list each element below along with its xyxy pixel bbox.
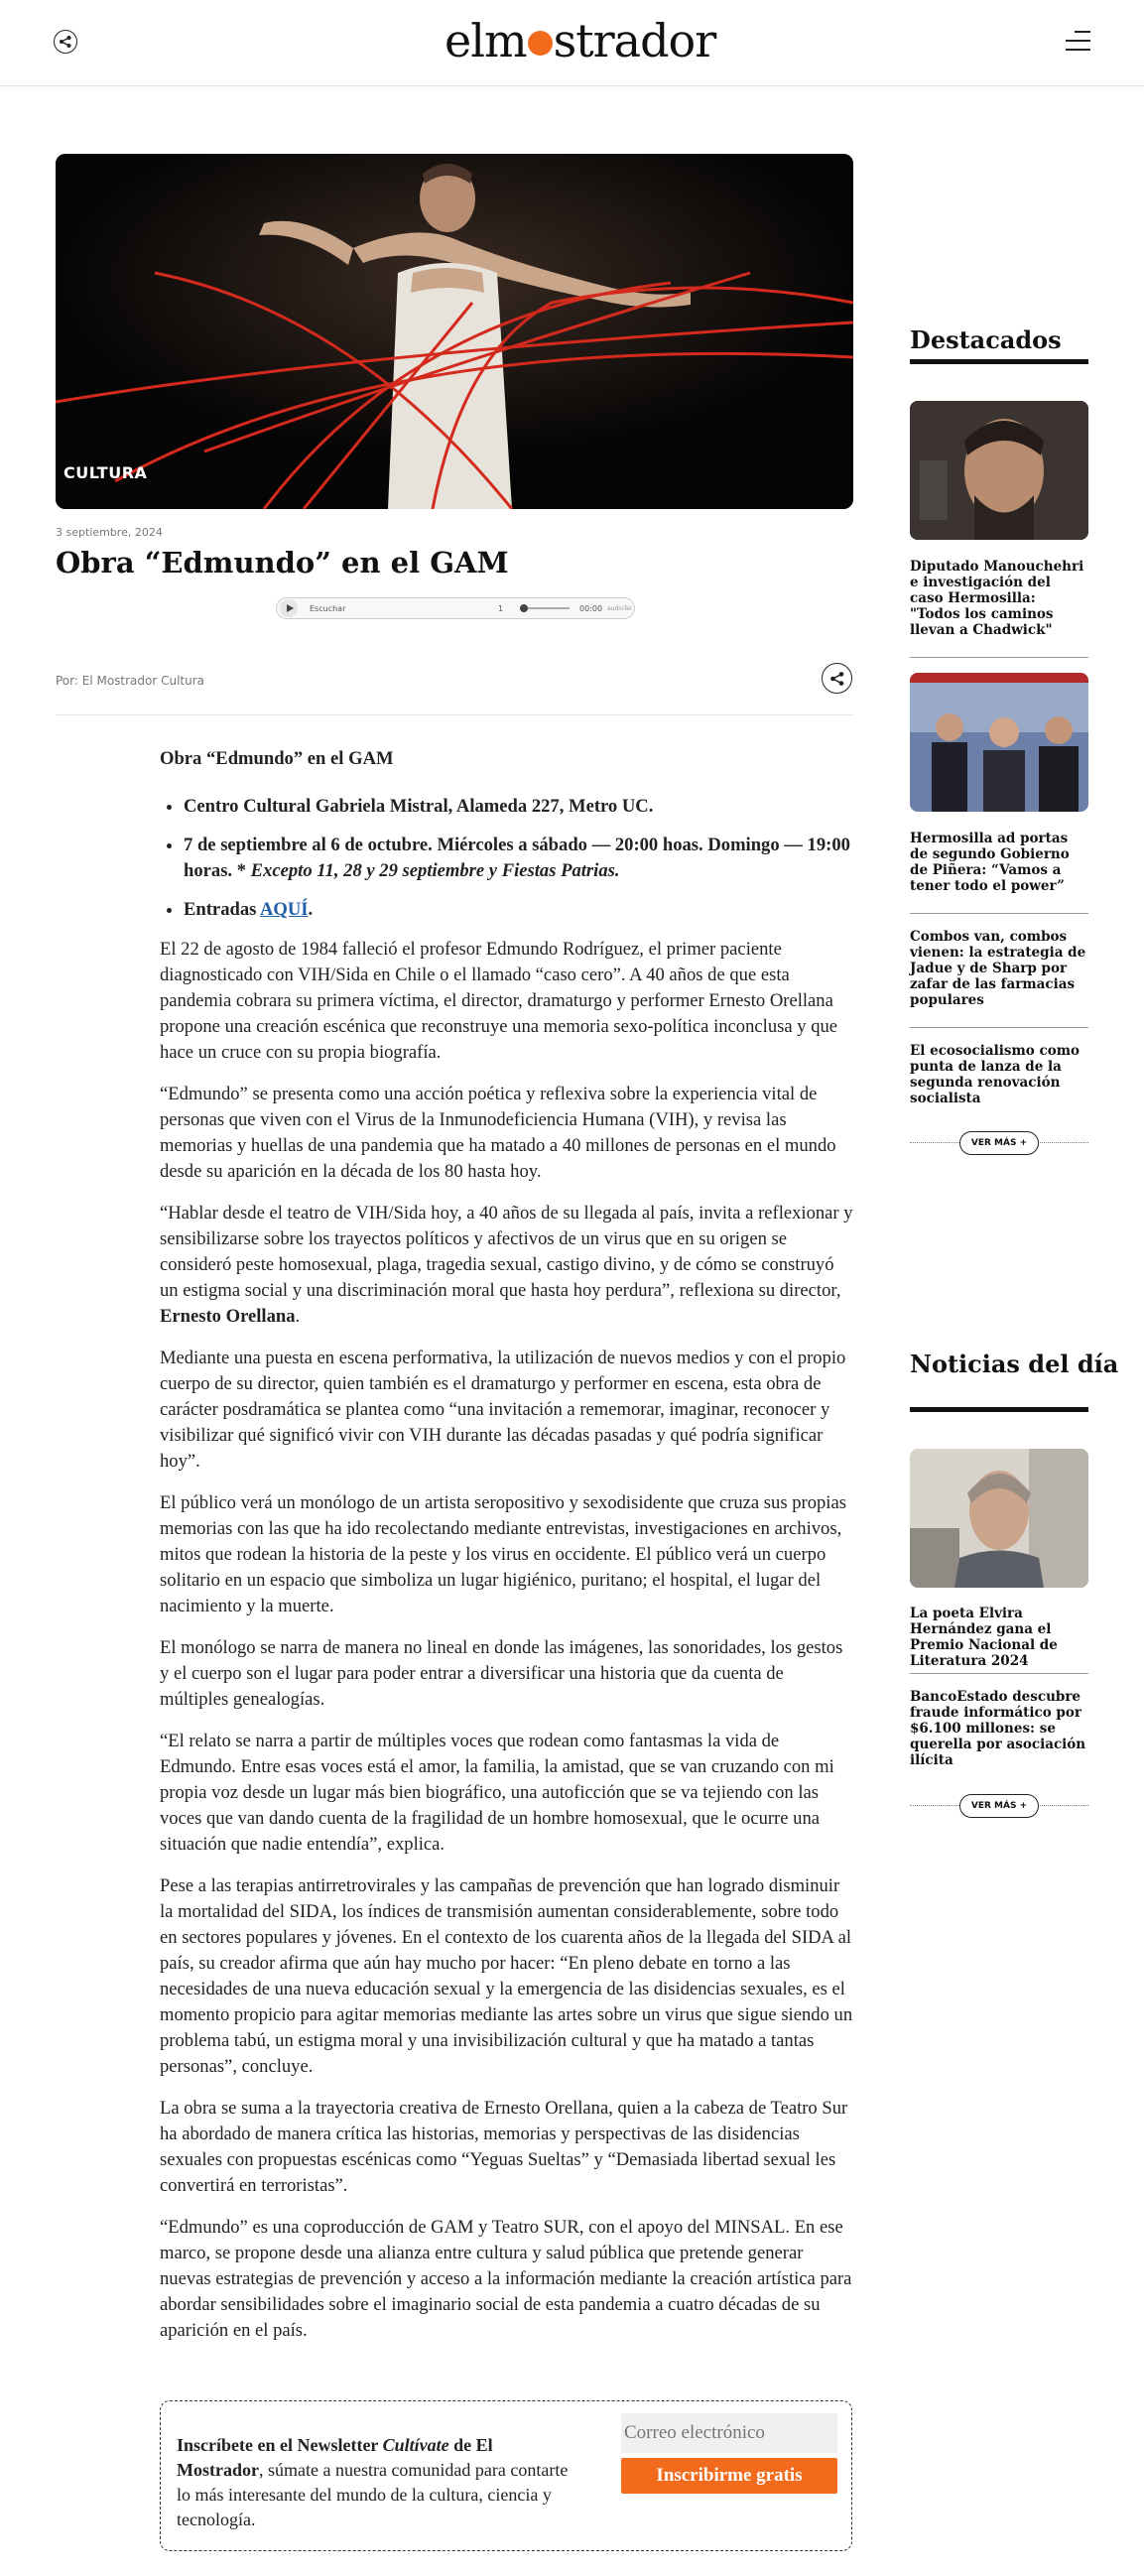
hero-image [56,154,853,509]
paragraph: Pese a las terapias antirretrovirales y las campañas de prevención que han logrado disminuir la mortalidad del SIDA, los índices de transmisión aumentan considerablemente, sobre todo en sectores populares y jóvenes. En el contexto de los cuarenta años de la llegada del SIDA al país, su creador afirma que aún hay mucho por hacer: “En pleno debate en torno a las necesidades de una nueva educación sexual y la emergencia de las disidencias sexuales, es el momento propicio para agitar memorias mediante las artes sobre un virus que sigue siendo un problema tabú, un estigma moral y una invisibilización cultural y que ha matado a tantas personas”, concluye. [160,1875,853,2077]
newsletter-box [160,2400,852,2551]
noticia-title[interactable]: La poeta Elvira Hernández gana el Premio Nacional de Literatura 2024 [910,1606,1058,1669]
audio-progress-track[interactable] [520,607,570,609]
destacado-image-2[interactable] [910,673,1088,812]
article-body [160,746,854,2360]
tickets-link[interactable]: AQUÍ [259,899,309,920]
article-date: 3 septiembre, 2024 [56,526,163,539]
paragraph [160,1201,854,1330]
audio-brand: audioTel [607,604,632,612]
noticias-more [910,1794,1088,1818]
article-title: Obra “Edmundo” en el GAM [56,546,509,580]
list-item [184,897,854,923]
paragraph: El 22 de agosto de 1984 falleció el profesor Edmundo Rodríguez, el primer paciente diagnosticado con VIH/Sida en Chile o el llamado “caso cero”. A 40 años de que esta pandemia cobrara su primera víctima, el director, dramaturgo y performer Ernesto Orellana propone una creación escénica que reconstruye una memoria sexo-política inconclusa y que hace un cruce con su propia biografía. [160,939,838,1063]
heading-rule [910,1407,1088,1412]
divider [56,714,853,715]
site-logo[interactable] [445,14,716,67]
paragraph: Mediante una puesta en escena performativa, la utilización de nuevos medios y con el propio cuerpo de su director, quien también es el dramaturgo y performer en escena, esta obra de carácter posdramática se plantea como “una invitación a rememorar, imaginar, reconocer y visibilizar qué significó vivir con VIH durante las décadas pasadas y qué podría significar hoy”. [160,1348,846,1472]
category-tag[interactable]: CULTURA [64,463,148,482]
noticias-heading: Noticias del día [910,1350,1119,1378]
destacado-title[interactable]: Combos van, combos vienen: la estrategia de Jadue y de Sharp por zafar de las farmacias populares [910,929,1086,1008]
logo-text-left: el [445,14,484,67]
separator [910,1027,1088,1028]
schedule-text: 7 de septiembre al 6 de octubre. Miércoles a sábado — 20:00 hoas. Domingo — 19:00 horas. * [184,835,850,881]
logo-dot-icon [528,31,553,56]
site-header [0,0,1144,86]
noticia-title[interactable]: BancoEstado descubre fraude informático por $6.100 millones: se querella por asociación ilícita [910,1689,1086,1768]
director-name: Ernesto Orellana [160,1306,296,1327]
destacado-title[interactable]: El ecosocialismo como punta de lanza de la segunda renovación socialista [910,1043,1080,1106]
tickets-end: . [308,899,314,920]
destacados-more [910,1131,1088,1155]
plus-icon: + [1019,1138,1028,1148]
paragraph: El público verá un monólogo de un artista seropositivo y sexodisidente que cruza sus propias memorias con las que ha ido recolectando mediante entrevistas, investigaciones en archivos, mitos que rodean la historia de la peste y los virus en occidente. El público verá un cuerpo solitario en un espacio que simboliza un lugar higiénico, puritano; el hospital, el lugar del nacimiento y la muerte. [160,1492,846,1616]
article-byline[interactable]: Por: El Mostrador Cultura [56,674,205,688]
speed-label[interactable]: 1 [498,603,504,613]
event-details-list [184,794,854,923]
tickets-text: Entradas [184,899,260,920]
newsletter-italic: Cultívate [382,2435,449,2455]
see-more-button[interactable] [959,1794,1039,1818]
schedule-exception: Excepto 11, 28 y 29 septiembre y Fiestas Patrias. [250,860,620,881]
logo-text-right: strador [553,14,716,67]
list-item [184,833,854,884]
destacados-heading: Destacados [910,325,1062,354]
see-more-button[interactable] [959,1131,1039,1155]
article-share-icon[interactable] [822,663,852,694]
paragraph-text: “Hablar desde el teatro de VIH/Sida hoy, a 40 años de su llegada al país, invita a reflexionar y sensibilizarse sobre los trayectos políticos y afectivos de un virus que en su origen se consideró peste homosexual, plaga, tragedia sexual, castigo divino, y de cómo se construyó un estigma social y una discriminación moral que hasta hoy perdura”, reflexiona su director, [160,1203,853,1301]
see-more-label: VER MÁS [970,1801,1017,1811]
paragraph: La obra se suma a la trayectoria creativa de Ernesto Orellana, quien a la cabeza de Teatro Sur ha abordado de manera crítica las historias, memorias y perspectivas de las disidencias sexuales con propuestas escénicas como “Yeguas Sueltas” y “Demasiada libertad sexual les convertirá en terroristas”. [160,2098,848,2196]
newsletter-text [177,2433,573,2532]
listen-label: Escuchar [310,603,346,613]
newsletter-bold-1: Inscríbete en el Newsletter [177,2435,383,2455]
heading-rule [910,359,1088,364]
play-icon[interactable] [280,599,298,617]
list-item [184,794,854,820]
see-more-label: VER MÁS [970,1138,1017,1148]
destacado-image-1[interactable] [910,401,1088,540]
paragraph: El monólogo se narra de manera no lineal en donde las imágenes, las sonoridades, los gestos y el cuerpo son el lugar para poder entrar a diversificar una historia que da cuenta de múltiples genealogías. [160,1637,843,1710]
logo-text-m: m [483,14,527,67]
separator [910,657,1088,658]
plus-icon: + [1019,1801,1028,1811]
paragraph-end: . [295,1306,301,1327]
destacado-title[interactable]: Hermosilla ad portas de segundo Gobierno de Piñera: “Vamos a tener todo el power” [910,831,1070,894]
paragraph: “Edmundo” se presenta como una acción poética y reflexiva sobre la experiencia vital de personas que viven con el Virus de la Inmunodeficiencia Humana (VIH), y revisa las memorias y huellas de una pandemia que ha matado a 40 millones de personas en el mundo desde su aparición en la década de los 80 hasta hoy. [160,1084,836,1182]
newsletter-bold-2: de El Mostrador [177,2435,493,2480]
destacado-title[interactable]: Diputado Manouchehri e investigación del caso Hermosilla: "Todos los caminos llevan a Chadwick" [910,559,1084,638]
article-lead: Obra “Edmundo” en el GAM [160,748,394,769]
audio-progress-handle[interactable] [520,604,528,612]
venue-text: Centro Cultural Gabriela Mistral, Alameda 227, Metro UC. [184,796,654,817]
share-icon[interactable] [54,30,77,54]
separator [910,913,1088,914]
subscribe-button[interactable]: Inscribirme gratis [621,2458,837,2494]
paragraph: “El relato se narra a partir de múltiples voces que rodean como fantasmas la vida de Edmundo. Entre esas voces está el amor, la familia, la amistad, que se van cruzando con mi propia voz desde un lugar más bien biográfico, una autoficción que se va tejiendo con las voces que van dando cuenta de la fragilidad de un hombre homosexual, que le ocurre una situación que nadie entendía”, explica. [160,1731,834,1855]
audio-player[interactable] [276,597,635,619]
noticia-image-1[interactable] [910,1449,1088,1588]
email-field[interactable] [621,2413,837,2453]
separator [910,1673,1088,1674]
paragraph: “Edmundo” es una coproducción de GAM y Teatro SUR, con el apoyo del MINSAL. En ese marco, se propone desde una alianza entre cultura y salud pública que pretende generar nuevas estrategias de prevención y acceso a la información mediante la creación artística para abordar sensibilidades sobre el imaginario social de esta pandemia a cuatro décadas de su aparición en el país. [160,2217,852,2341]
audio-time: 00:00 [579,603,603,613]
hamburger-icon[interactable] [1066,31,1090,53]
newsletter-rest: , súmate a nuestra comunidad para contarte lo más interesante del mundo de la cultura, ciencia y tecnología. [177,2460,569,2529]
